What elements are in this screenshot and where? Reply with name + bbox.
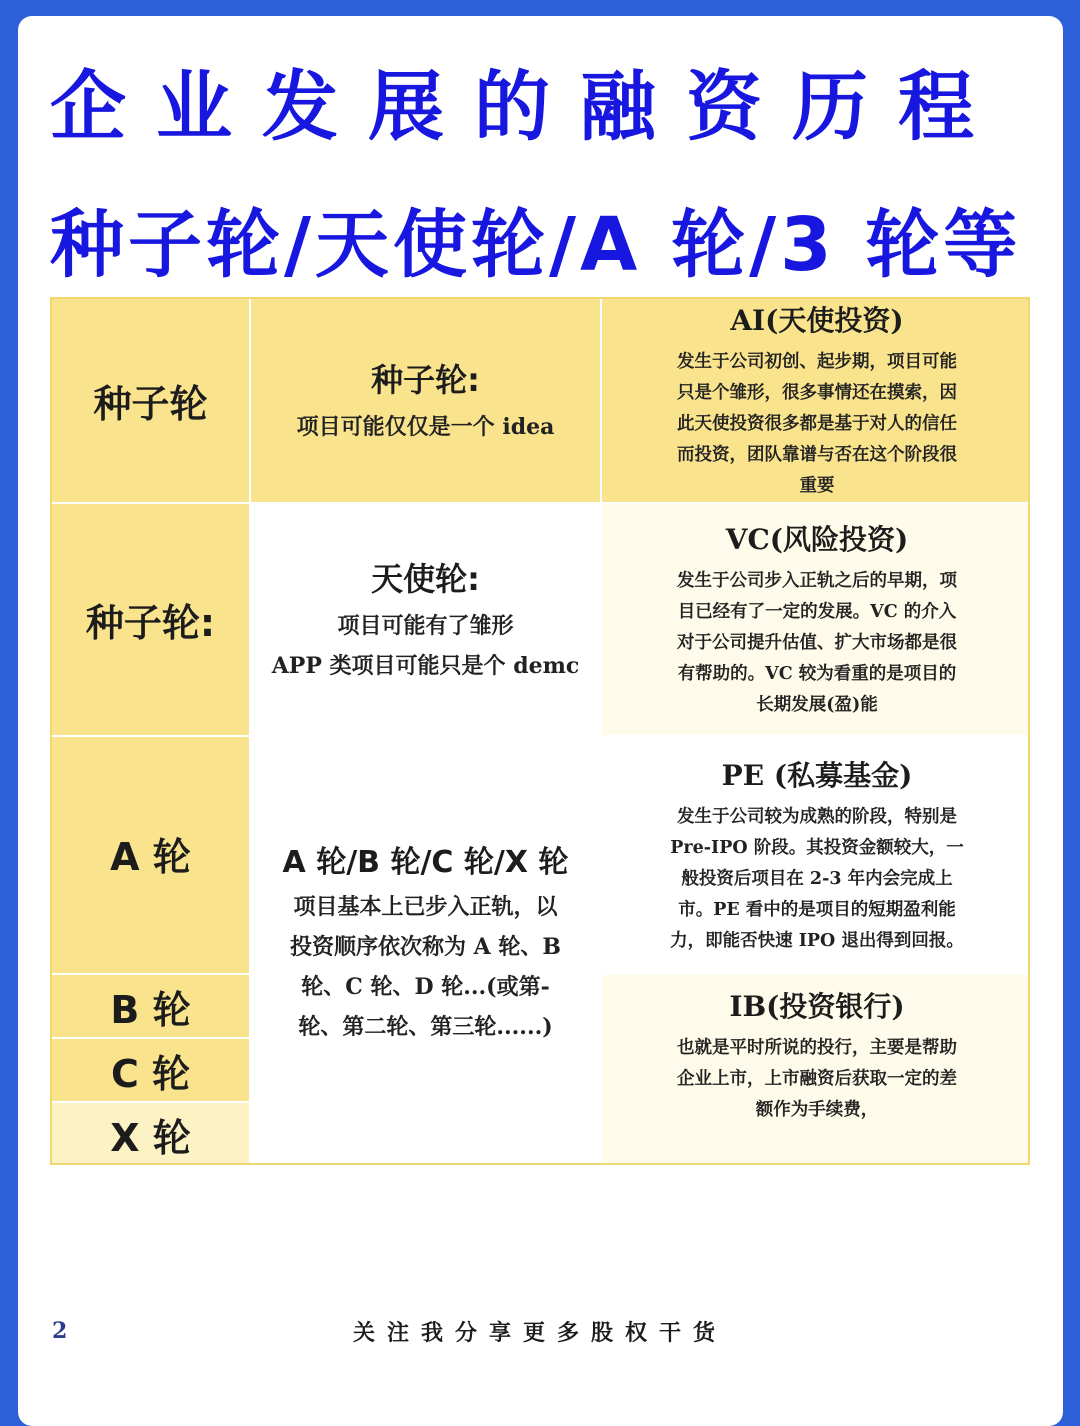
investor-heading-ib: IB(投资银行) [729,989,905,1023]
investor-text-ai-4: 而投资，团队靠谱与否在这个阶段很 [677,445,957,465]
main-title: 企业发展的融资历程 [50,62,1004,151]
stage-text-abc-4: 轮、第二轮、第三轮......) [298,1014,553,1040]
stage-text-abc-1: 项目基本上已步入正轨，以 [293,894,558,920]
investor-text-ib-3: 额作为手续费， [755,1099,879,1120]
investor-cell-pe [602,737,1030,973]
investor-text-ai-5: 重要 [799,476,835,496]
investor-text-ib-2: 企业上市，上市融资后获取一定的差 [677,1068,957,1089]
investor-cell-vc [602,504,1030,735]
investor-heading-ai: AI(天使投资) [730,304,904,337]
round-cell-c [52,1039,249,1101]
round-label-x: X 轮 [110,1115,191,1160]
investor-heading-pe: PE (私募基金) [721,758,913,792]
investor-text-vc-2: 目已经有了一定的发展。VC 的介入 [677,602,957,622]
stage-cell-abc [251,737,600,1165]
round-cell-angel [52,504,249,735]
investor-text-ai-2: 只是个雏形，很多事情还在摸索，因 [677,383,957,403]
investor-text-ai-1: 发生于公司初创、起步期，项目可能 [677,352,957,372]
round-cell-b [52,975,249,1037]
investor-text-pe-1: 发生于公司较为成熟的阶段，特别是 [677,806,957,827]
investor-text-pe-4: 市。PE 看中的是项目的短期盈利能 [678,899,956,920]
investor-text-pe-2: Pre-IPO 阶段。其投资金额较大，一 [670,837,964,858]
investor-text-vc-5: 长期发展(盈)能 [756,695,878,715]
round-label-c: C 轮 [110,1051,191,1096]
stage-text-angel-2: APP 类项目可能只是个 demc [271,652,580,679]
stage-text-seed: 项目可能仅仅是一个 idea [296,413,555,440]
investor-text-pe-5: 力，即能否快速 IPO 退出得到回报。 [670,930,964,951]
round-label-angel: 种子轮: [85,601,216,645]
stage-text-angel-1: 项目可能有了雏形 [337,612,514,639]
stage-text-abc-2: 投资顺序依次称为 A 轮、B [290,934,561,960]
investor-text-ai-3: 此天使投资很多都是基于对人的信任 [677,414,957,434]
round-label-seed: 种子轮 [93,382,208,426]
financing-table [50,297,1030,1165]
investor-text-vc-1: 发生于公司步入正轨之后的早期，项 [677,571,957,591]
round-cell-a [52,737,249,973]
round-cell-x [52,1103,249,1165]
investor-text-vc-4: 有帮助的。VC 较为看重的是项目的 [677,664,957,684]
stage-cell-angel [251,504,600,735]
stage-text-abc-3: 轮、C 轮、D 轮...(或第- [301,974,550,1000]
round-cell-seed [52,299,249,502]
investor-text-pe-3: 般投资后项目在 2-3 年内会完成上 [681,868,953,889]
investor-heading-vc: VC(风险投资) [725,523,909,556]
investor-cell-ib [602,975,1030,1165]
round-label-b: B 轮 [110,987,191,1032]
stage-heading-abc: A 轮/B 轮/C 轮/X 轮 [282,845,569,880]
stage-cell-seed [251,299,600,502]
investor-text-vc-3: 对于公司提升估值、扩大市场都是很 [677,633,957,653]
investor-text-ib-1: 也就是平时所说的投行，主要是帮助 [677,1037,957,1058]
footer-slogan: 关注我分享更多股权干货 [352,1321,727,1346]
round-label-a: A 轮 [110,834,191,879]
sub-title: 种子轮/天使轮/A 轮/3 轮等 [50,202,1022,288]
stage-heading-angel: 天使轮: [371,559,480,598]
investor-cell-ai [602,299,1030,502]
stage-heading-seed: 种子轮: [371,360,480,399]
page-number: 2 [52,1318,68,1344]
